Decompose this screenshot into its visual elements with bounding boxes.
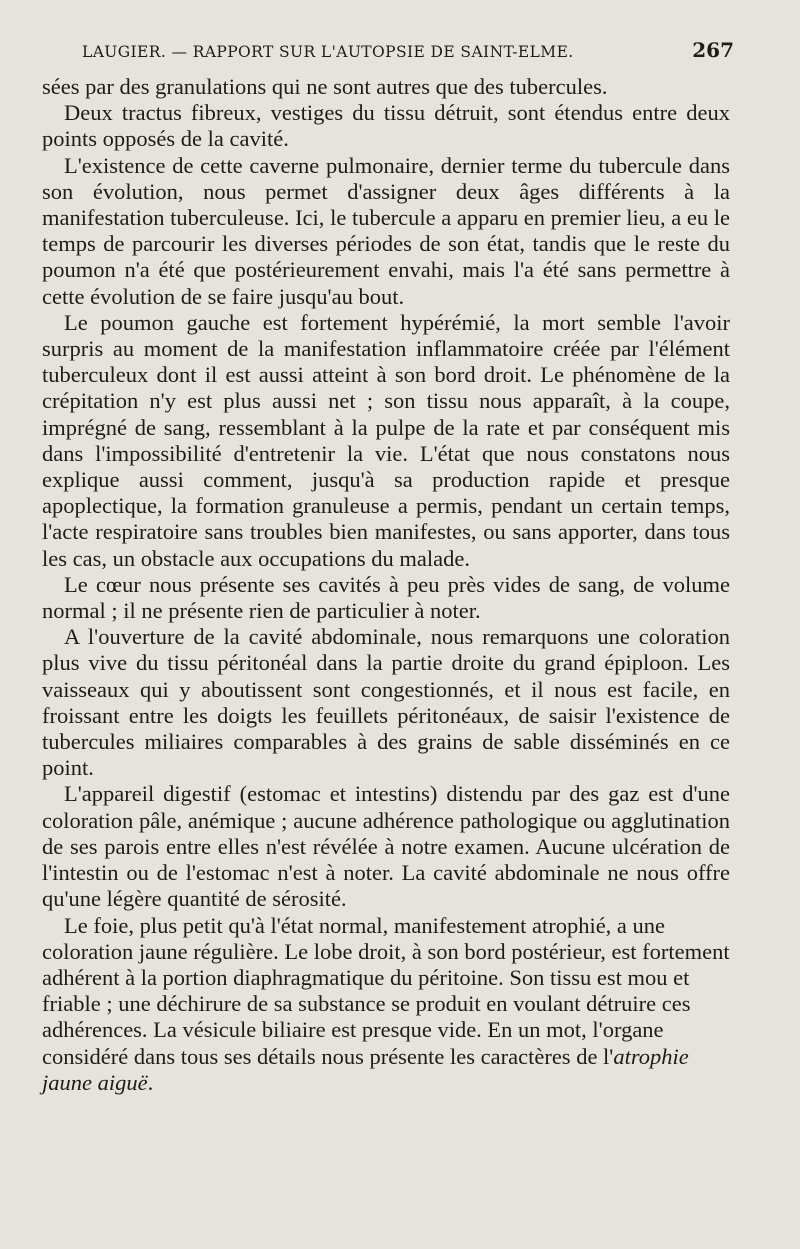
running-header-title: LAUGIER. — RAPPORT SUR L'AUTOPSIE DE SAINT-ELME. <box>82 43 574 61</box>
page-number: 267 <box>692 38 734 62</box>
paragraph-heart: Le cœur nous présente ses cavités à peu près vides de sang, de volume normal ; il ne présente rien de particulier à noter. <box>42 571 730 624</box>
paragraph-pulmonary-cavern: L'existence de cette caverne pulmonaire, dernier terme du tubercule dans son évolution, nous permet d'assigner deux âges différents à la manifestation tuberculeuse. Ici, le tubercule a apparu en premier lieu, a eu le temps de parcourir les diverses périodes de son état, tandis que le reste du poumon n'a été que postérieurement envahi, mais l'a été sans permettre à cette évolution de se faire jusqu'au bout. <box>42 152 730 309</box>
paragraph-fibrous-tracts: Deux tractus fibreux, vestiges du tissu détruit, sont étendus entre deux points opposés de la cavité. <box>42 100 730 152</box>
italic-term: atrophie jaune aiguë <box>42 1043 689 1095</box>
paragraph-abdominal-cavity: A l'ouverture de la cavité abdominale, nous remarquons une coloration plus vive du tissu péritonéal dans la partie droite du grand épiploon. Les vaisseaux qui y aboutissent sont congestionnés, et il nous est facile, en froissant entre les doigts les feuillets péritonéaux, de saisir l'existence de tubercules miliaires comparables à des grains de sable disséminés en ce point. <box>42 624 730 781</box>
paragraph-continued: sées par des granulations qui ne sont autres que des tubercules. <box>42 74 608 99</box>
paragraph-digestive-system: L'appareil digestif (estomac et intestins) distendu par des gaz est d'une coloration pâle, anémique ; aucune adhérence pathologique ou agglutination de ses parois entre elles n'est révélée à notre examen. Aucune ulcération de l'intestin ou de l'estomac n'est à noter. La cavité abdominale ne nous offre qu'une légère quantité de sérosité. <box>42 781 730 912</box>
running-header <box>42 38 734 74</box>
paragraph-left-lung: Le poumon gauche est fortement hypérémié, la mort semble l'avoir surpris au moment de la manifestation inflammatoire créée par l'élément tuberculeux dont il est aussi atteint à son bord droit. Le phénomène de la crépitation n'y est plus aussi net ; son tissu nous apparaît, à la coupe, imprégné de sang, ressemblant à la pulpe de la rate et par conséquent mis dans l'impossibilité d'entretenir la vie. L'état que nous constatons nous explique aussi comment, jusqu'à sa production rapide et presque apoplectique, la formation granuleuse a permis, pendant un certain temps, l'acte respiratoire sans troubles bien manifestes, ou sans apporter, dans tous les cas, un obstacle aux occupations du malade. <box>42 309 730 571</box>
paragraph-liver: Le foie, plus petit qu'à l'état normal, manifestement atrophié, a une coloration jaune régulière. Le lobe droit, à son bord postérieur, est fortement adhérent à la portion diaphragmatique du péritoine. Son tissu est mou et friable ; une déchirure de sa substance se produit en voulant détruire ces adhérences. La vésicule biliaire est presque vide. En un mot, l'organe considéré dans tous ses détails nous présente les caractères de l'atrophie jaune aiguë. <box>42 912 730 1095</box>
body-text <box>42 74 730 1096</box>
